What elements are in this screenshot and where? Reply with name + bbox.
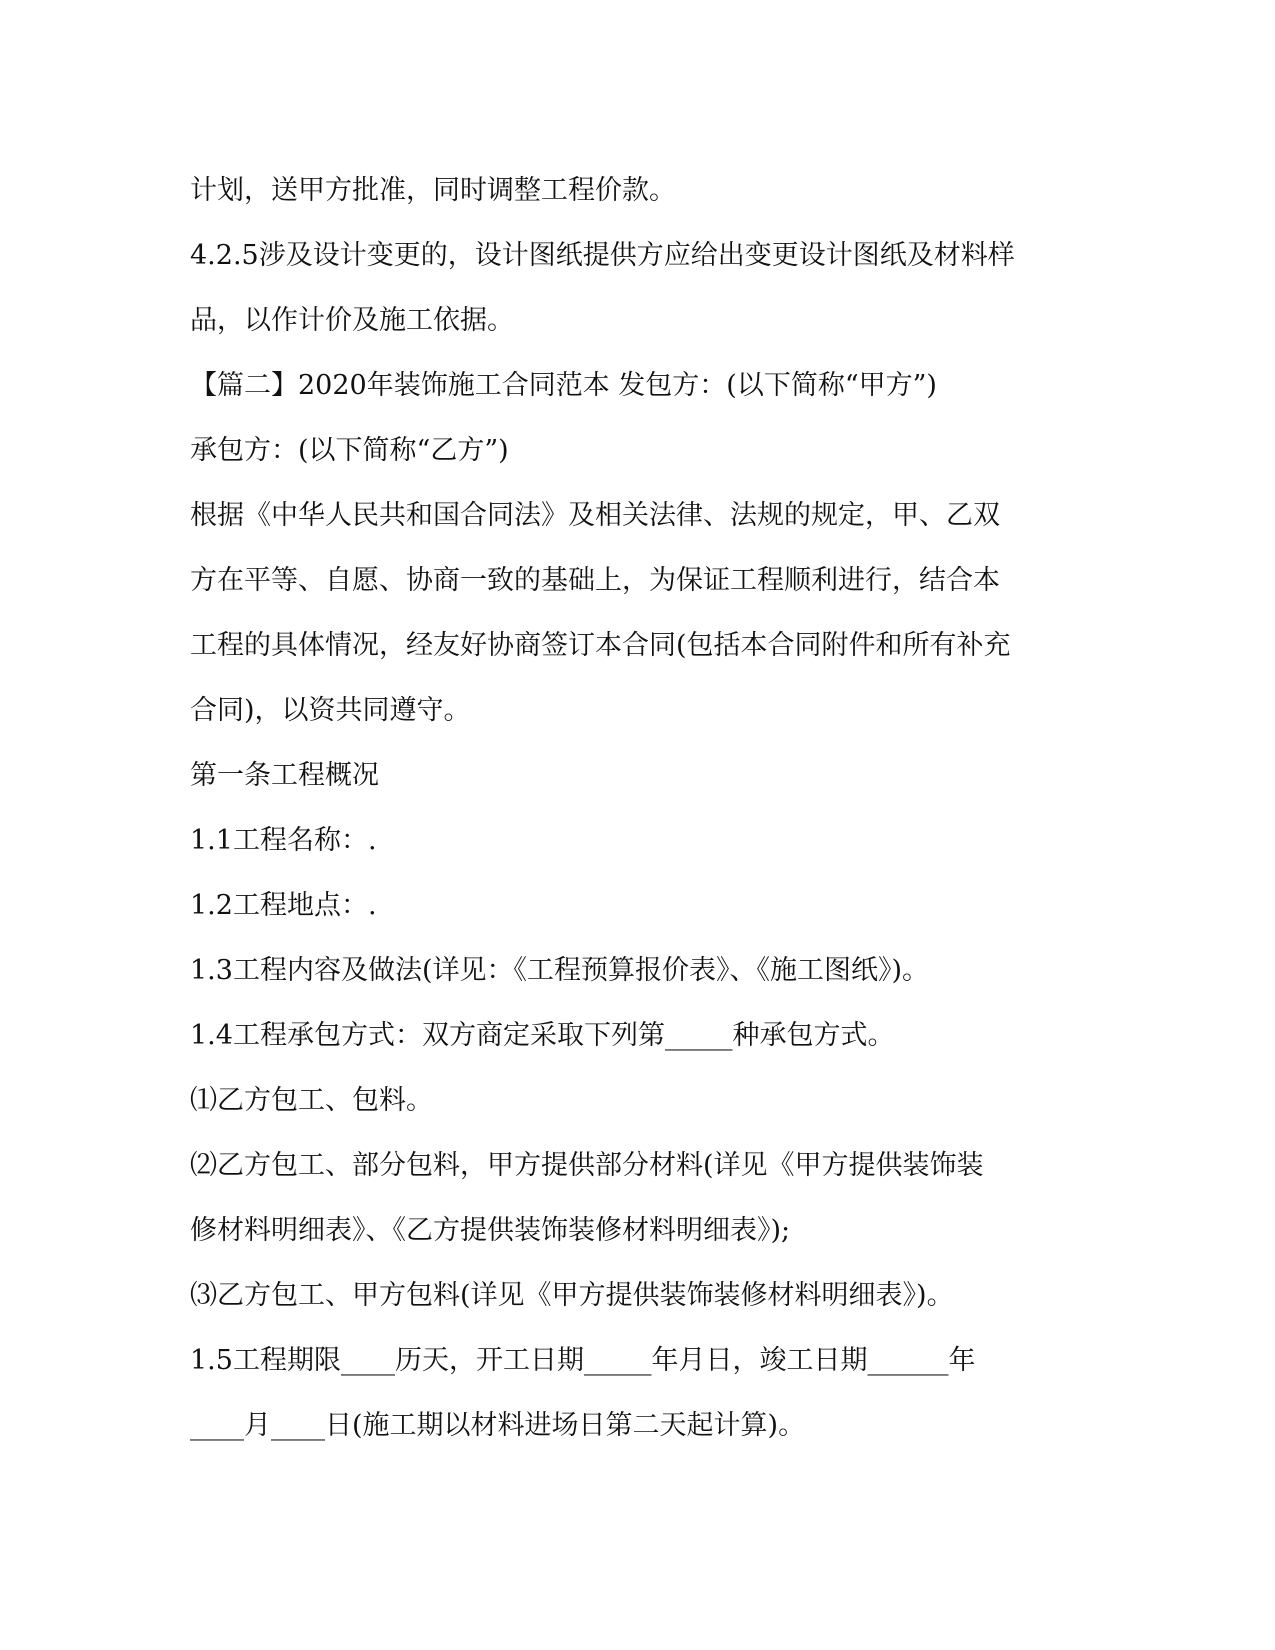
article-heading: 第一条工程概况 [190, 760, 379, 791]
text-line: 合同)，以资共同遵守。 [190, 695, 471, 726]
text-line: 计划，送甲方批准，同时调整工程价款。 [190, 175, 676, 206]
text-line: 工程的具体情况，经友好协商签订本合同(包括本合同附件和所有补充 [190, 630, 1011, 661]
clause-line: 1.2工程地点：. [190, 890, 377, 921]
clause-line: 1.4工程承包方式：双方商定采取下列第_____种承包方式。 [190, 1020, 895, 1051]
clause-line: ____月____日(施工期以材料进场日第二天起计算)。 [190, 1410, 806, 1441]
option-line: ⑴乙方包工、包料。 [190, 1085, 433, 1116]
text-line: 方在平等、自愿、协商一致的基础上，为保证工程顺利进行，结合本 [190, 565, 1000, 596]
section-heading: 【篇二】2020年装饰施工合同范本 发包方：(以下简称“甲方”) [190, 370, 937, 401]
text-line: 品，以作计价及施工依据。 [190, 305, 514, 336]
clause-line: 1.1工程名称：. [190, 825, 377, 856]
clause-line: 1.3工程内容及做法(详见：《工程预算报价表》、《施工图纸》)。 [190, 955, 930, 986]
text-line: 4.2.5涉及设计变更的，设计图纸提供方应给出变更设计图纸及材料样 [190, 240, 1015, 271]
text-line: 承包方：(以下简称“乙方”) [190, 435, 509, 466]
text-line: 根据《中华人民共和国合同法》及相关法律、法规的规定，甲、乙双 [190, 500, 1000, 531]
document-body [190, 158, 1090, 1458]
option-line: ⑶乙方包工、甲方包料(详见《甲方提供装饰装修材料明细表》)。 [190, 1280, 954, 1311]
option-line: 修材料明细表》、《乙方提供装饰装修材料明细表》); [190, 1215, 791, 1246]
option-line: ⑵乙方包工、部分包料，甲方提供部分材料(详见《甲方提供装饰装 [190, 1150, 984, 1181]
clause-line: 1.5工程期限____历天，开工日期_____年月日，竣工日期______年 [190, 1345, 976, 1376]
